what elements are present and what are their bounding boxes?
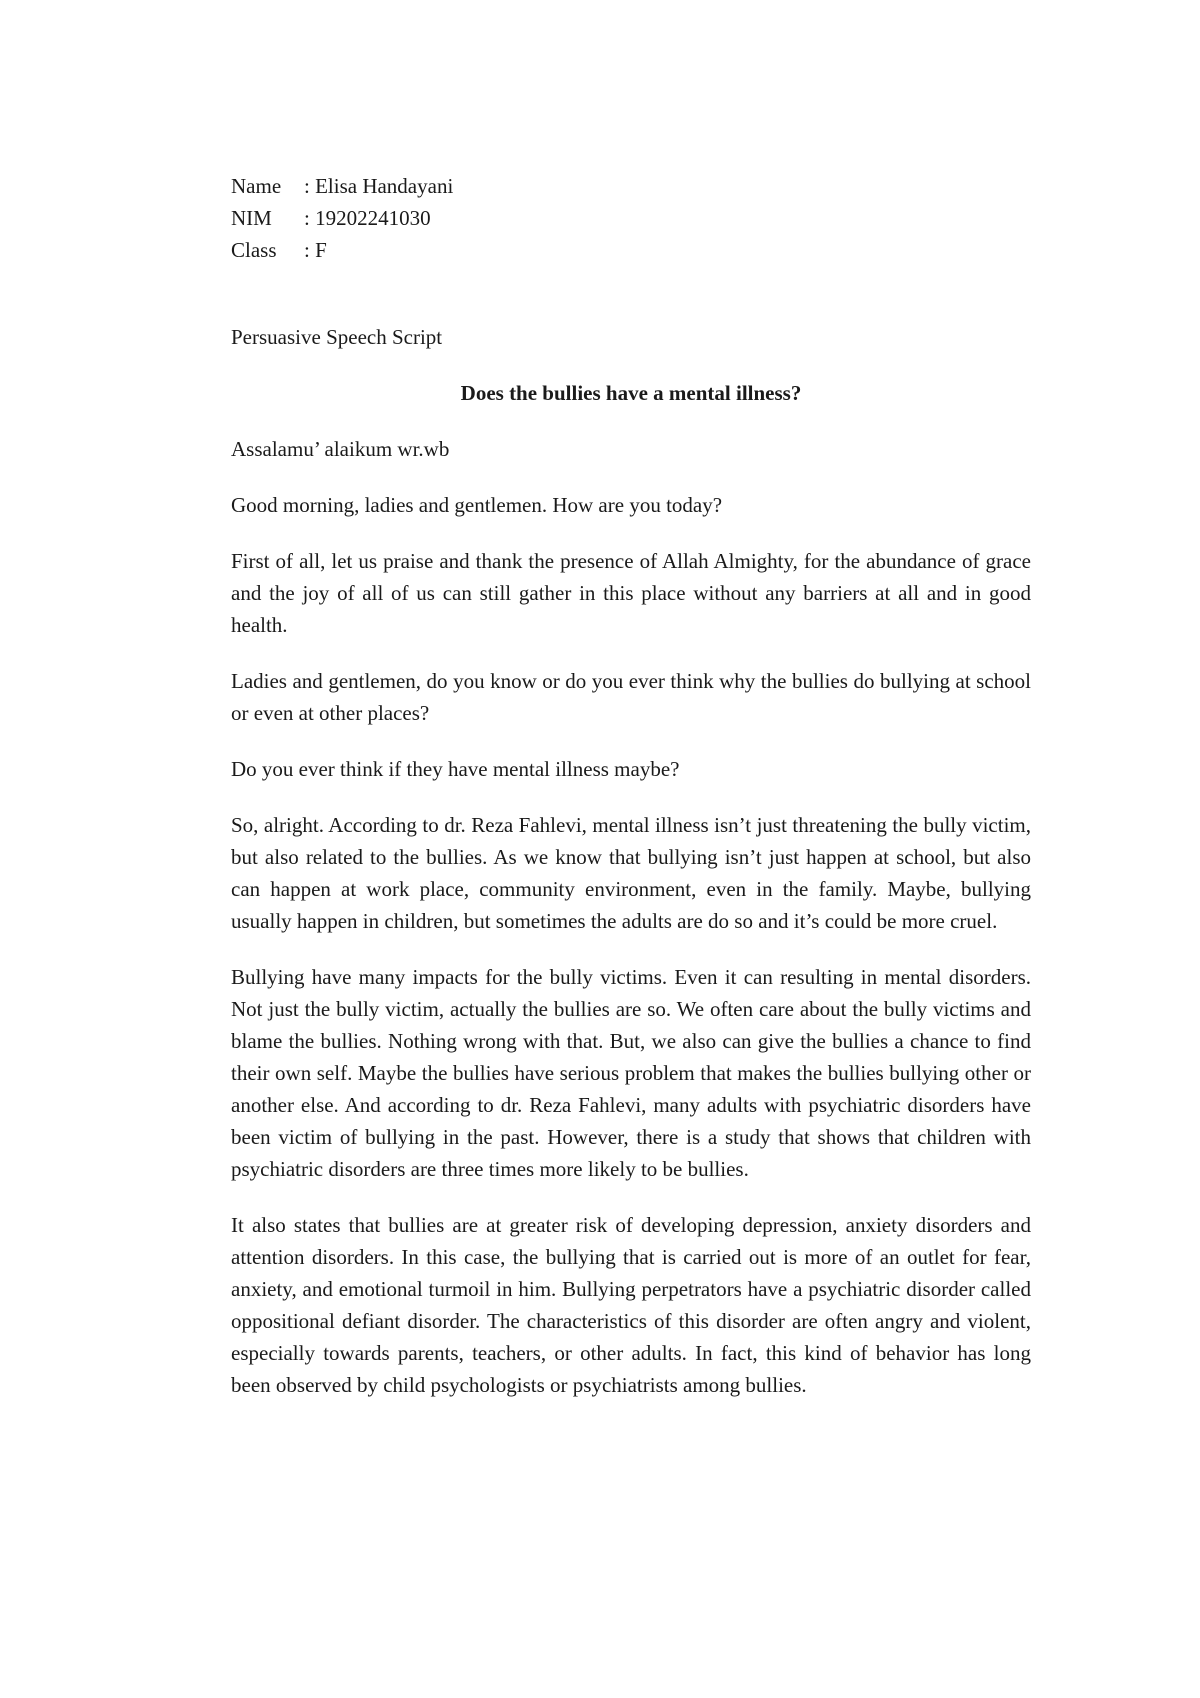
class-row (231, 234, 1031, 266)
nim-label: NIM (231, 206, 272, 230)
name-label: Name (231, 174, 282, 198)
paragraph-opening: Good morning, ladies and gentlemen. How are you today? (231, 493, 723, 517)
name-row (231, 170, 1031, 202)
class-label: Class (231, 238, 277, 262)
student-info (231, 170, 1031, 266)
paragraph-body-2: Bullying have many impacts for the bully victims. Even it can resulting in mental disorders. Not just the bully victim, actually the bullies are so. We often care about the bully victims and blame the bullies. Nothing wrong with that. But, we also can give the bullies a chance to find their own self. Maybe the bullies have serious problem that makes the bullies bullying other or another else. And according to dr. Reza Fahlevi, many adults with psychiatric disorders have been victim of bullying in the past. However, there is a study that shows that children with psychiatric disorders are three times more likely to be bullies. (231, 965, 1031, 1181)
document-subtitle: Persuasive Speech Script (231, 325, 443, 349)
name-value: : Elisa Handayani (304, 174, 454, 198)
document-title: Does the bullies have a mental illness? (460, 381, 802, 405)
paragraph-question: Ladies and gentlemen, do you know or do you ever think why the bullies do bullying at school or even at other places? (231, 669, 1031, 725)
class-value: : F (304, 238, 327, 262)
paragraph-praise: First of all, let us praise and thank the presence of Allah Almighty, for the abundance of grace and the joy of all of us can still gather in this place without any barriers at all and in good health. (231, 549, 1031, 637)
nim-row (231, 202, 1031, 234)
paragraph-greeting: Assalamu’ alaikum wr.wb (231, 437, 450, 461)
document-content (231, 170, 1031, 1401)
paragraph-body-1: So, alright. According to dr. Reza Fahlevi, mental illness isn’t just threatening the bully victim, but also related to the bullies. As we know that bullying isn’t just happen at school, but also can happen at work place, community environment, even in the family. Maybe, bullying usually happen in children, but sometimes the adults are do so and it’s could be more cruel. (231, 813, 1031, 933)
paragraph-body-3: It also states that bullies are at greater risk of developing depression, anxiety disorders and attention disorders. In this case, the bullying that is carried out is more of an outlet for fear, anxiety, and emotional turmoil in him. Bullying perpetrators have a psychiatric disorder called oppositional defiant disorder. The characteristics of this disorder are often angry and violent, especially towards parents, teachers, or other adults. In fact, this kind of behavior has long been observed by child psychologists or psychiatrists among bullies. (231, 1213, 1031, 1397)
paragraph-question-2: Do you ever think if they have mental illness maybe? (231, 757, 680, 781)
nim-value: : 19202241030 (304, 206, 431, 230)
